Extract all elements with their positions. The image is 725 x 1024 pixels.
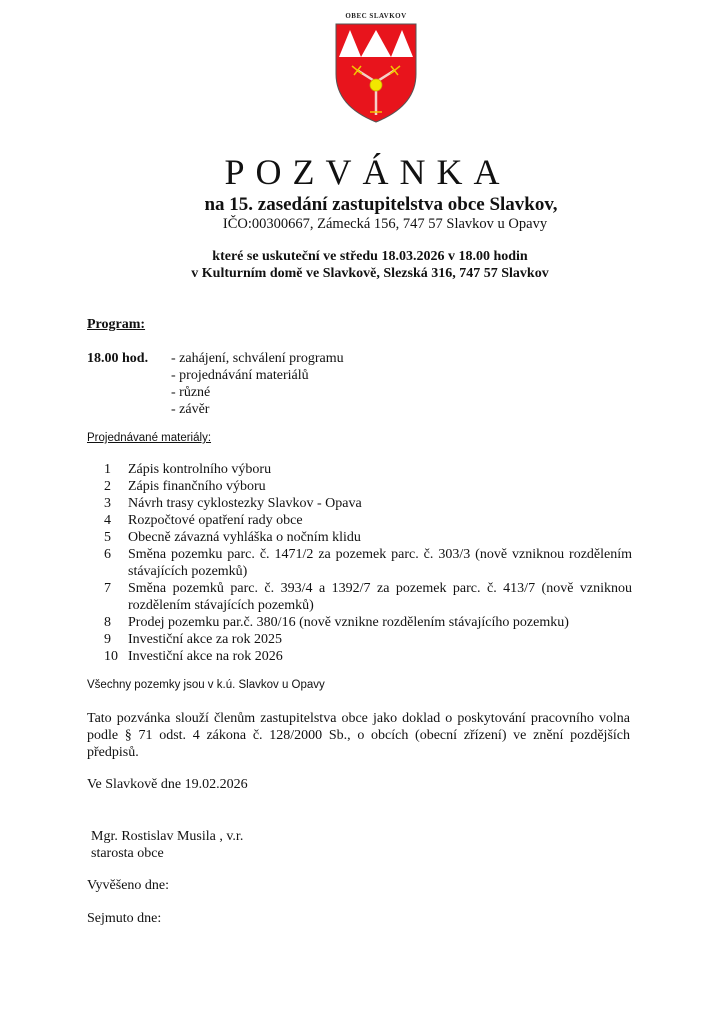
material-item [104, 478, 632, 495]
place-and-date: Ve Slavkově dne 19.02.2026 [87, 777, 248, 792]
material-item [104, 614, 632, 631]
meeting-subtitle: na 15. zasedání zastupitelstva obce Slavkov, [204, 194, 558, 215]
meeting-date-time: které se uskuteční ve středu 18.03.2026 v 18.00 hodin [212, 249, 528, 264]
material-item [104, 529, 632, 546]
item-number: 7 [104, 581, 111, 596]
document-title: POZVÁNKA [224, 152, 511, 192]
material-item [104, 512, 632, 529]
item-number: 10 [104, 649, 118, 664]
item-text: Obecně závazná vyhláška o nočním klidu [128, 530, 361, 545]
signer-role: starosta obce [91, 846, 164, 861]
material-item [104, 461, 632, 478]
item-number: 6 [104, 547, 111, 562]
program-item: - různé [171, 385, 211, 400]
item-number: 5 [104, 530, 111, 545]
item-number: 9 [104, 632, 111, 647]
removed-date-label: Sejmuto dne: [87, 911, 162, 926]
posted-date-label: Vyvěšeno dne: [87, 878, 170, 893]
program-list [171, 350, 344, 418]
cadastral-note: Všechny pozemky jsou v k.ú. Slavkov u Opavy [87, 679, 325, 691]
crest-label: OBEC SLAVKOV [345, 12, 407, 20]
coat-of-arms-icon [330, 12, 422, 124]
municipal-crest [330, 12, 422, 124]
materials-list [104, 461, 632, 665]
item-text: Zápis kontrolního výboru [128, 462, 272, 477]
item-text: Investiční akce na rok 2026 [128, 649, 283, 664]
item-text: Návrh trasy cyklostezky Slavkov - Opava [128, 496, 362, 511]
legal-paragraph: Tato pozvánka slouží členům zastupitelstva obce jako doklad o poskytování pracovního volna podle § 71 odst. 4 zákona č. 128/2000 Sb., o obcích (obecní zřízení) ve znění pozdějších předpisů. [87, 711, 630, 760]
program-time: 18.00 hod. [87, 351, 149, 366]
item-text: Prodej pozemku par.č. 380/16 (nově vznikne rozdělením stávajícího pozemku) [128, 615, 569, 630]
item-text: Směna pozemků parc. č. 393/4 a 1392/7 za pozemek parc. č. 413/7 (nově vzniknou rozdělením stávajících pozemků) [128, 581, 632, 613]
program-heading: Program: [87, 317, 146, 332]
material-item [104, 495, 632, 512]
program-item: - zahájení, schválení programu [171, 351, 344, 366]
materials-heading: Projednávané materiály: [87, 432, 212, 444]
item-text: Rozpočtové opatření rady obce [128, 513, 303, 528]
item-number: 2 [104, 479, 111, 494]
item-text: Zápis finančního výboru [128, 479, 266, 494]
item-number: 3 [104, 496, 111, 511]
item-text: Investiční akce za rok 2025 [128, 632, 282, 647]
meeting-location: v Kulturním domě ve Slavkově, Slezská 316, 747 57 Slavkov [191, 266, 549, 281]
material-item [104, 631, 632, 648]
item-number: 8 [104, 615, 111, 630]
material-item [104, 546, 632, 580]
signature-block [91, 828, 243, 862]
material-item [104, 580, 632, 614]
item-number: 4 [104, 513, 111, 528]
material-item [104, 648, 632, 665]
program-item: - závěr [171, 402, 210, 417]
signer-name: Mgr. Rostislav Musila , v.r. [91, 829, 244, 844]
item-text: Směna pozemku parc. č. 1471/2 za pozemek parc. č. 303/3 (nově vzniknou rozdělením stávajících pozemků) [128, 547, 632, 579]
program-item: - projednávání materiálů [171, 368, 309, 383]
municipality-address: IČO:00300667, Zámecká 156, 747 57 Slavkov u Opavy [222, 216, 548, 232]
item-number: 1 [104, 462, 111, 477]
